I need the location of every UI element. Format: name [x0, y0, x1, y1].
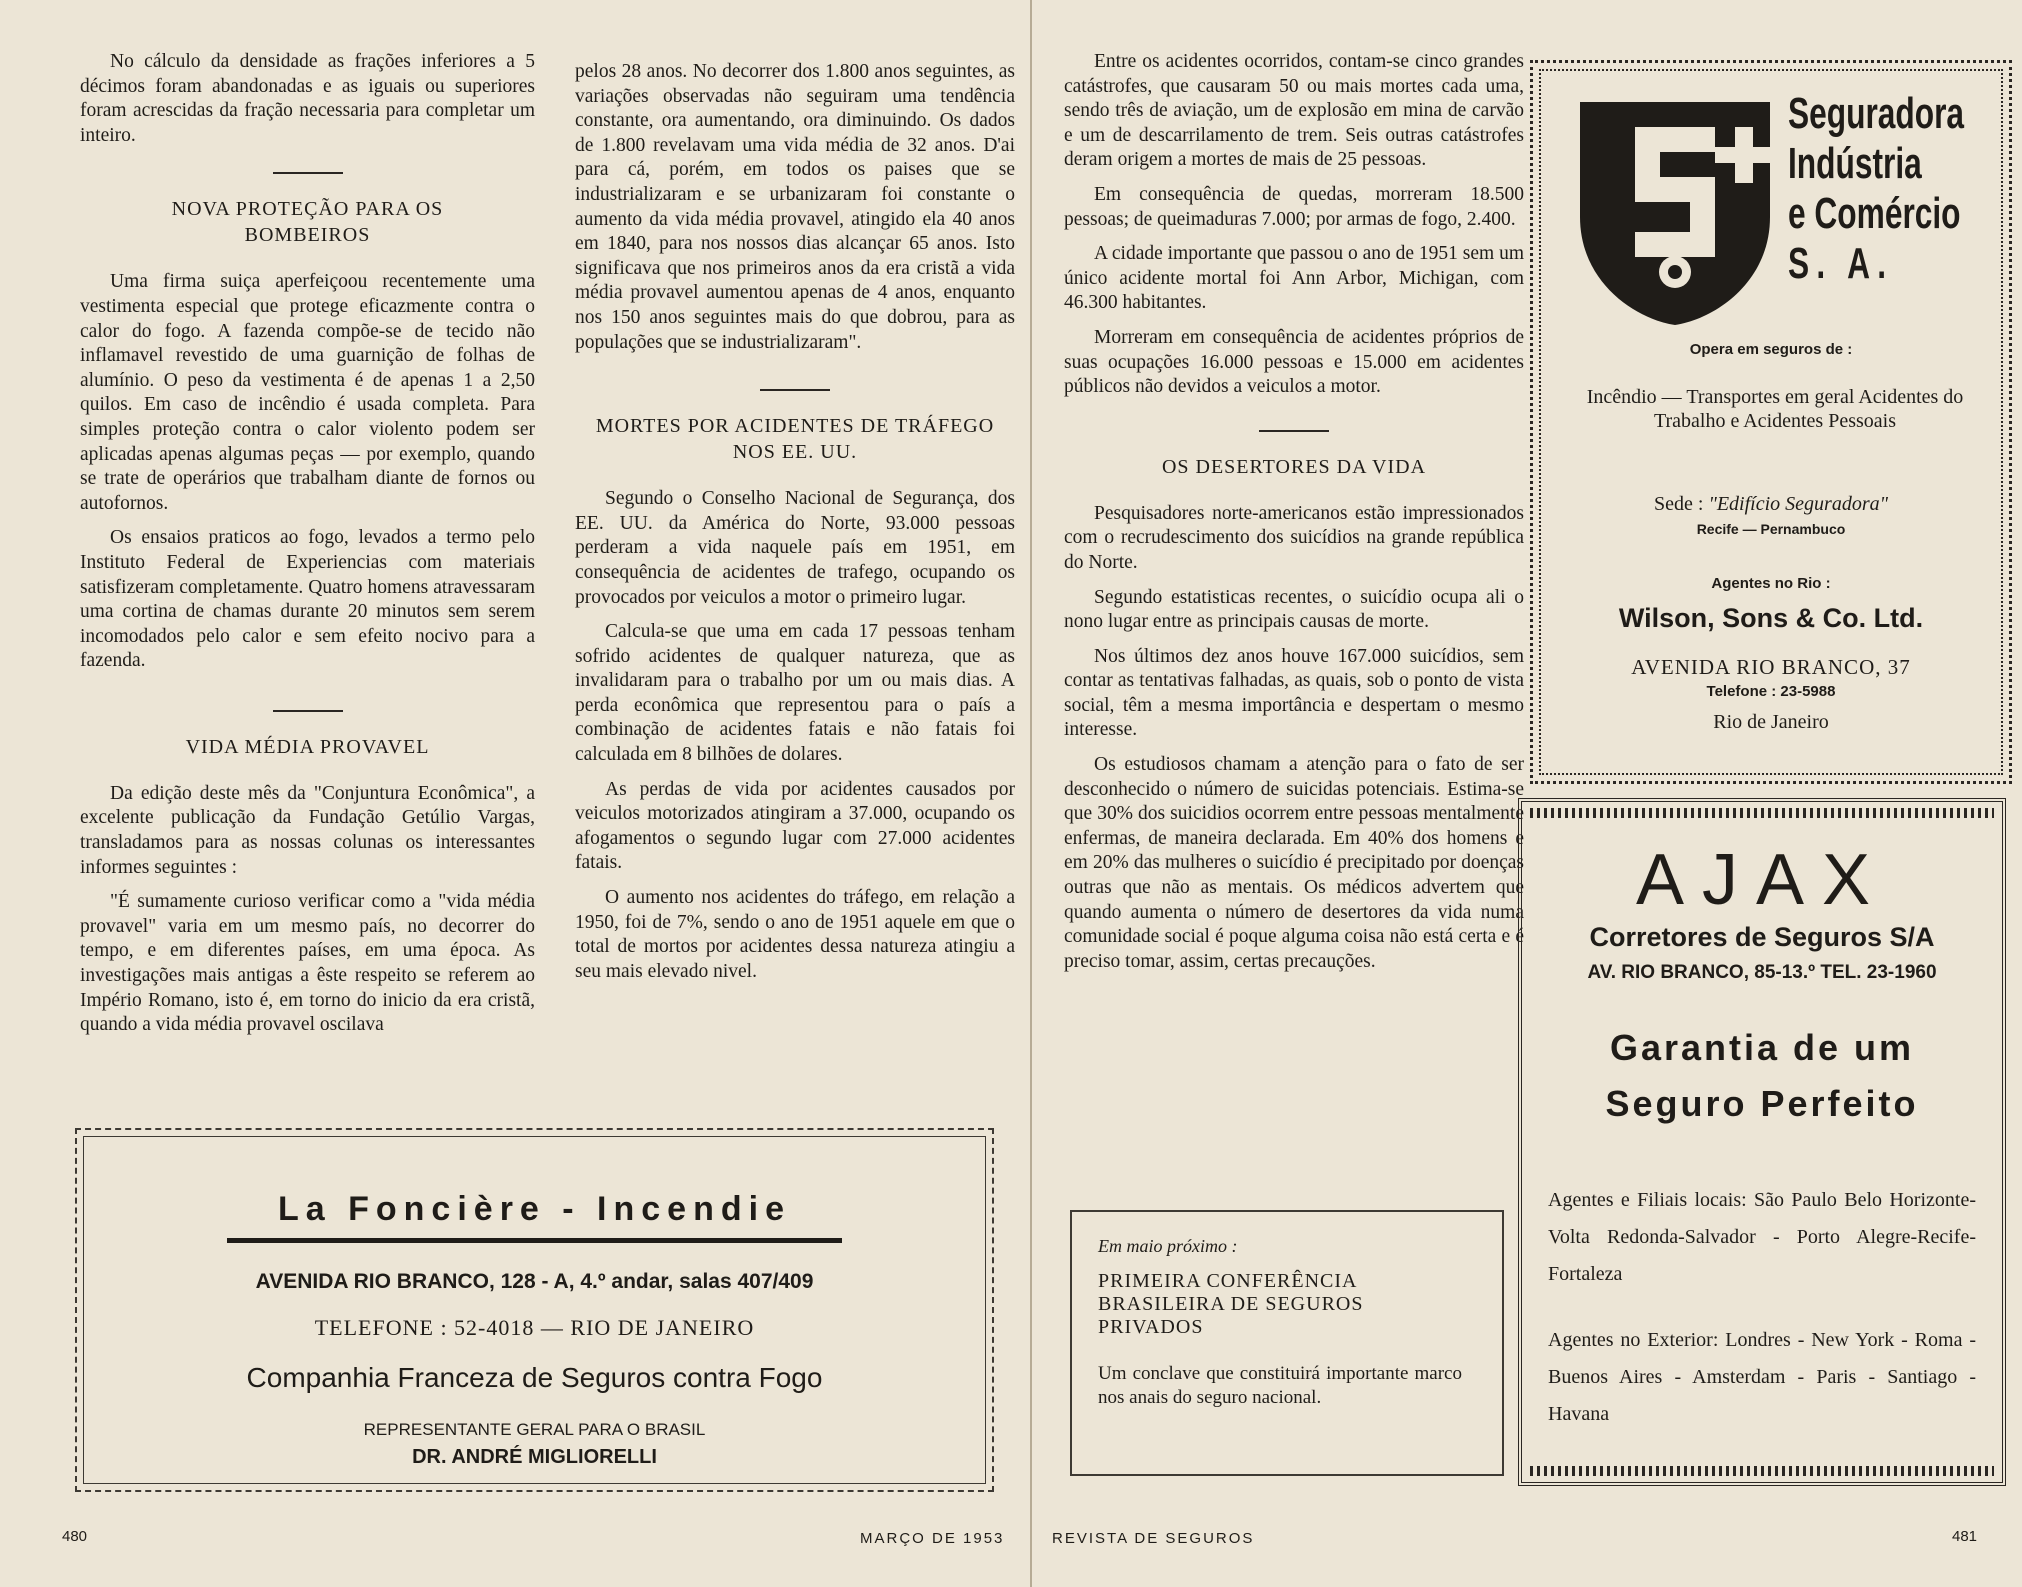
right-column-1 — [1064, 50, 1524, 984]
seguradora-opera: Opera em seguros de : — [1689, 341, 1853, 358]
ajax-subtitle: Corretores de Seguros S/A — [1589, 922, 1935, 952]
paragraph: pelos 28 anos. No decorrer dos 1.800 anos seguintes, as variações observadas não seguiram uma tendência constante, ora aumentando, ora diminuindo. Os dados de 1.800 revelavam uma vida média de 32 anos. D'ai para cá, porém, em todos os paises que se industrializaram e se urbanizaram foi constante o aumento da vida média provavel, atingido ela 40 anos em 1840, para nos nossos dias alcançar 65 anos. Isto significava que nos primeiros anos da era cristã a vida média provavel aumentou apenas de 4 anos, enquanto nos 150 anos seguintes mais do que dobrou, para as populações que se industrializaram". — [575, 61, 1015, 353]
paragraph: Calcula-se que uma em cada 17 pessoas tenham sofrido acidentes de qualquer natureza, que as invalidaram para o trabalho por um ou mais dias. A perda econômica que representou para o país a combinação de acidentes fatais e não fatais foi calculada em 8 bilhões de dolares. — [575, 621, 1015, 766]
page-number-right: 481 — [1952, 1528, 1978, 1545]
ajax-local-agents: Agentes e Filiais locais: São Paulo Belo Horizonte-Volta Redonda-Salvador - Porto Alegre-Recife-Fortaleza — [1548, 1189, 1976, 1285]
agent-name: Wilson, Sons & Co. Ltd. — [1618, 603, 1924, 633]
paragraph: As perdas de vida por acidentes causados por veiculos motorizados atingiram a 37.000, ocupando os afogamentos o segundo lugar com 27.000 acidentes fatais. — [575, 778, 1015, 874]
agents-label: Agentes no Rio : — [1711, 575, 1831, 592]
ad-company: Companhia Franceza de Seguros contra Fogo — [246, 1362, 823, 1393]
paragraph: Da edição deste mês da "Conjuntura Econômica", a excelente publicação da Fundação Getúlio Vargas, transladamos para as nossas colunas os interessantes informes seguintes : — [80, 782, 535, 878]
next-text: Um conclave que constituirá importante marco nos anais do seguro nacional. — [1098, 1363, 1462, 1408]
ad-ajax — [1518, 798, 2006, 1486]
ajax-address: AV. RIO BRANCO, 85-13.º TEL. 23-1960 — [1587, 962, 1937, 983]
paragraph: Pesquisadores norte-americanos estão impressionados com o recrudescimento dos suicídios na grande república do Norte. — [1064, 502, 1524, 573]
paragraph: Segundo estatisticas recentes, o suicídio ocupa ali o nono lugar entre as principais causas de morte. — [1064, 586, 1524, 633]
paragraph: Em consequência de quedas, morreram 18.500 pessoas; de queimaduras 7.000; por armas de fogo, 2.400. — [1064, 183, 1524, 230]
ajax-slogan — [1522, 1020, 2002, 1132]
next-title: PRIMEIRA CONFERÊNCIA BRASILEIRA DE SEGUROS PRIVADOS — [1098, 1270, 1364, 1338]
seguradora-sede — [1533, 493, 2009, 516]
paragraph: Os ensaios praticos ao fogo, levados a termo pelo Instituto Federal de Experiencias com materiais satisfizeram completamente. Quatro homens atravessaram uma cortina de chamas durante 20 minutos sem serem incomodados pelo calor e sem efeito nocivo para a fazenda. — [80, 527, 535, 672]
paragraph: Nos últimos dez anos houve 167.000 suicídios, sem contar as tentativas falhadas, as quais, sob o ponto de vista social, têm a mesma importância e despertam o mesmo interesse. — [1064, 645, 1524, 741]
paragraph: Os estudiosos chamam a atenção para o fato de ser desconhecido o número de suicidas potenciais. Estima-se que 30% dos suicidios ocorrem entre pessoas mentalmente enfermas, de maneira declarada. Em 40% dos homens e em 20% das mulheres o suicídio é precipitado por doenças outras que não as mentais. Os médicos advertem que quando aumenta o número de desertores da vida numa comunidade social é poque alguma coisa não está certa e é preciso tomar, assim, certas precauções. — [1064, 754, 1524, 972]
sede-city: Recife — Pernambuco — [1696, 521, 1846, 537]
seguradora-lines: Incêndio — Transportes em geral Acidentes do Trabalho e Acidentes Pessoais — [1586, 386, 1964, 432]
agent-address: AVENIDA RIO BRANCO, 37 — [1631, 655, 1911, 679]
section-divider — [760, 389, 830, 391]
next-label: Em maio próximo : — [1098, 1236, 1238, 1256]
section-heading-desertores: OS DESERTORES DA VIDA — [1161, 455, 1427, 478]
section-divider — [273, 710, 343, 712]
section-divider — [273, 172, 343, 174]
paragraph: Morreram em consequência de acidentes próprios de suas ocupações 16.000 pessoas e 15.000 em acidentes públicos não devidos a veiculos a motor. — [1064, 326, 1524, 398]
ad-ajax-bottom-border — [1530, 1466, 1994, 1476]
paragraph: "É sumamente curioso verificar como a "vida média provavel" varia em um mesmo país, no decorrer do tempo, e em diferentes países, em uma época. As investigações mais antigas a êste respeito se referem ao Império Romano, isto é, em torno do inicio da era cristã, quando a vida média provavel oscilava — [80, 891, 535, 1036]
magazine-title: REVISTA DE SEGUROS — [1052, 1530, 1255, 1547]
seguradora-name-line: S. A. — [1788, 239, 1894, 288]
ajax-name: AJAX — [1635, 840, 1889, 920]
ajax-abroad-agents: Agentes no Exterior: Londres - New York - Roma - Buenos Aires - Amsterdam - Paris - Santiago - Havana — [1548, 1329, 1976, 1425]
issue-date: MARÇO DE 1953 — [860, 1530, 1005, 1547]
ad-la-fonciere — [75, 1128, 994, 1492]
agent-city: Rio de Janeiro — [1713, 711, 1829, 733]
right-page — [1032, 0, 2022, 1587]
seguradora-name-line: Seguradora — [1788, 89, 1965, 138]
paragraph: A cidade importante que passou o ano de 1951 sem um único acidente mortal foi Ann Arbor, Michigan, com 46.300 habitantes. — [1064, 243, 1524, 314]
ad-representative-label: REPRESENTANTE GERAL PARA O BRASIL — [363, 1420, 706, 1439]
shield-logo-icon — [1575, 97, 1775, 327]
section-divider — [1259, 430, 1329, 432]
paragraph: Uma firma suiça aperfeiçoou recentemente uma vestimenta especial que protege eficazmente contra o calor do fogo. A fazenda compõe-se de tecido não inflamavel revestido de uma guarnição de folhas de alumínio. O peso da vestimenta é de apenas 1 a 2,50 quilos. Em caso de incêndio é usada completa. Para simples proteção contra o calor violento podem ser aplicadas apenas algumas peças — por exemplo, quando se trate de operários que trabalham diante de fornos ou autofornos. — [80, 271, 535, 514]
ad-title-underline — [227, 1238, 842, 1243]
ad-phone: TELEFONE : 52-4018 — RIO DE JANEIRO — [314, 1315, 755, 1340]
sede-label: Sede : — [1654, 493, 1704, 515]
ajax-slogan-line: Garantia de um — [1609, 1027, 1915, 1068]
page-number-left: 480 — [62, 1528, 88, 1545]
ad-seguradora — [1530, 60, 2012, 784]
left-column-2 — [575, 60, 1015, 994]
paragraph: Segundo o Conselho Nacional de Segurança, dos EE. UU. da América do Norte, 93.000 pessoas perderam a vida naquele país em 1951, em consequência de acidentes de trafego, ocupando os provocados por veiculos a motor o primeiro lugar. — [575, 488, 1015, 608]
intro-paragraph: No cálculo da densidade as frações inferiores a 5 décimos foram abandonadas e as iguais ou superiores foram acrescidas da fração necessaria para completar um inteiro. — [80, 51, 535, 146]
ajax-slogan-line: Seguro Perfeito — [1605, 1083, 1919, 1124]
paragraph: Entre os acidentes ocorridos, contam-se cinco grandes catástrofes, que causaram 50 ou mais mortes cada uma, sendo três de aviação, um de explosão em mina de carvão e um de descarrilamento de trem. Seis outras catástrofes deram origem a mortes de mais de 25 pessoas. — [1064, 51, 1524, 171]
seguradora-name-line: Indústria — [1788, 139, 1922, 188]
section-heading-acidentes: MORTES POR ACIDENTES DE TRÁFEGO NOS EE. UU. — [595, 415, 995, 464]
seguradora-name-line: e Comércio — [1788, 189, 1961, 238]
ad-representative-name: DR. ANDRÉ MIGLIORELLI — [412, 1446, 657, 1468]
sede-value: "Edifício Seguradora" — [1708, 493, 1888, 515]
ad-ajax-top-border — [1530, 808, 1994, 818]
seguradora-name — [1788, 89, 1964, 289]
section-heading-bombeiros: NOVA PROTEÇÃO PARA OS BOMBEIROS — [171, 198, 444, 247]
ad-title: La Foncière - Incendie — [278, 1190, 791, 1228]
paragraph: O aumento nos acidentes do tráfego, em relação a 1950, foi de 7%, sendo o ano de 1951 aquele em que o total de mortos por acidentes dessa natureza atingiu a seu mais elevado nivel. — [575, 887, 1015, 982]
section-heading-vida-media: VIDA MÉDIA PROVAVEL — [185, 735, 430, 758]
ad-address: AVENIDA RIO BRANCO, 128 - A, 4.º andar, salas 407/409 — [255, 1270, 814, 1293]
next-conference-box — [1070, 1210, 1504, 1476]
left-column-1 — [80, 50, 535, 1048]
agent-phone: Telefone : 23-5988 — [1706, 683, 1836, 700]
